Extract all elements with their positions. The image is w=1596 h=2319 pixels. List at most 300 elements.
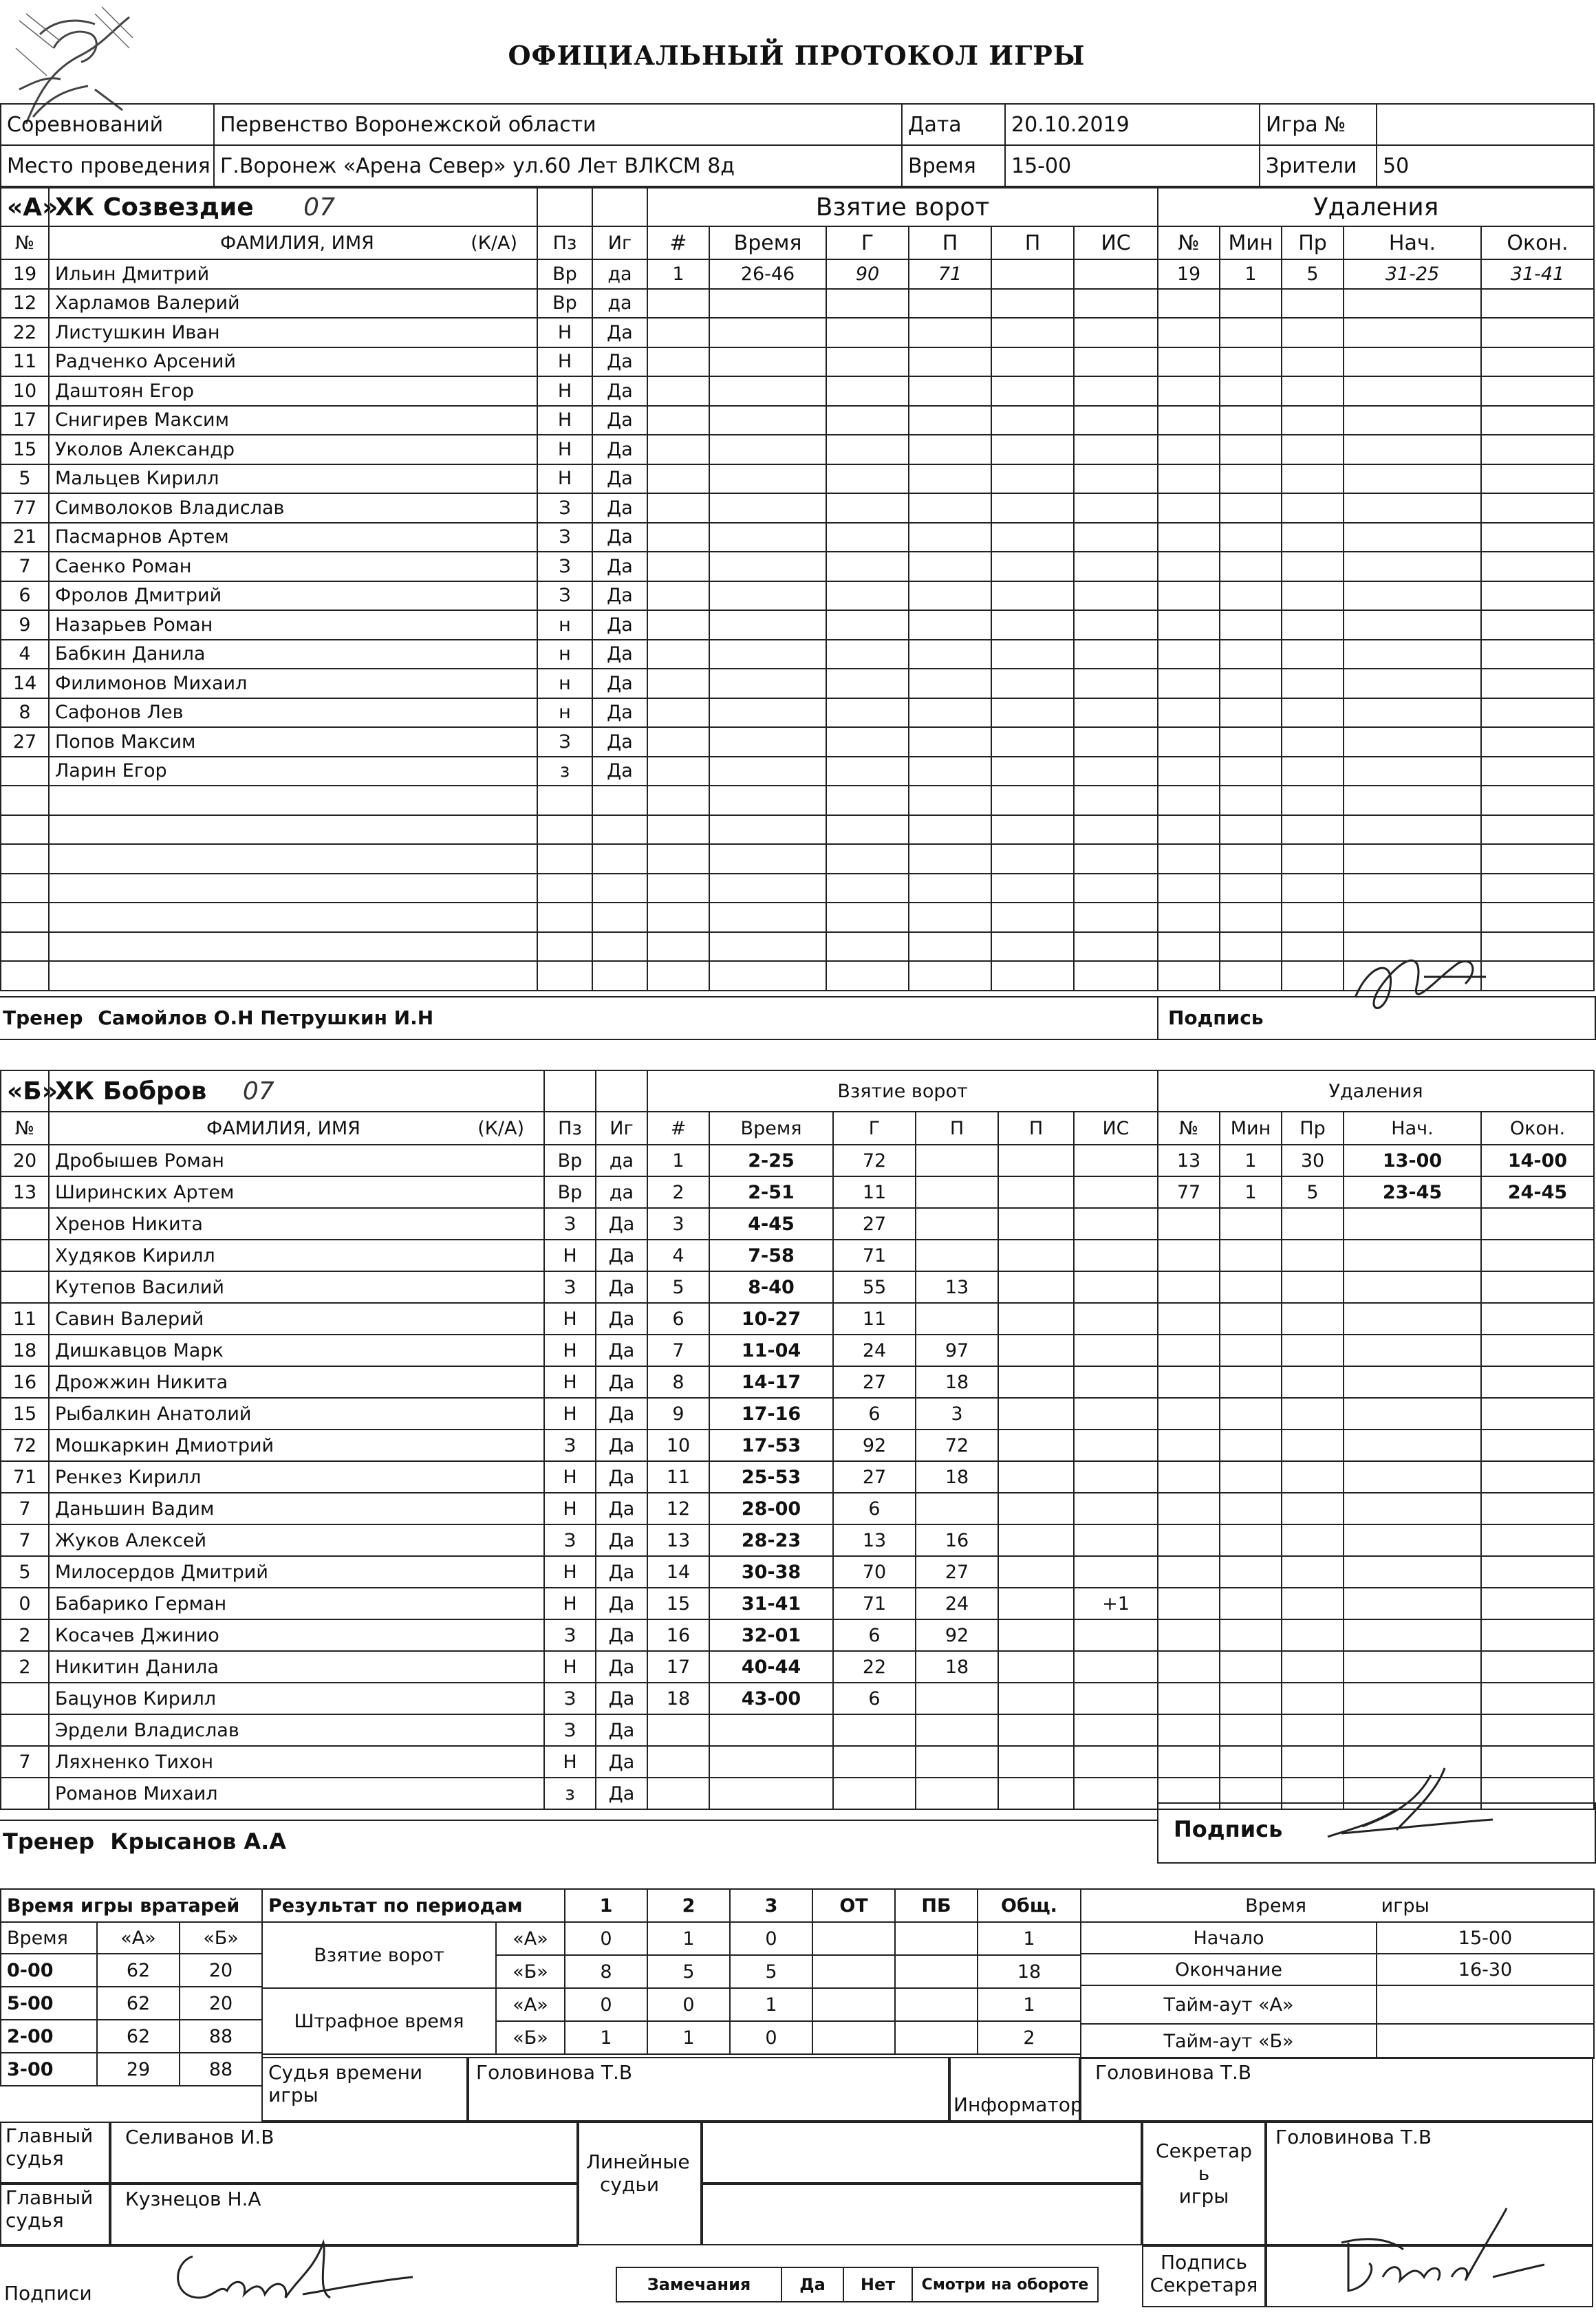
team-b-player-name: Косачев Джинио — [49, 1619, 544, 1651]
team-a-goal-g — [826, 961, 909, 991]
team-b-penalty-end — [1481, 1208, 1594, 1240]
team-b-goal-g: 6 — [833, 1619, 916, 1651]
team-a-player-name: Ильин Дмитрий — [49, 259, 537, 289]
team-b-penalty-min — [1220, 1714, 1282, 1746]
team-b-player-pos: З — [544, 1271, 596, 1303]
team-b-penalty-pr — [1282, 1524, 1344, 1556]
secretary-sign-label-1: Подпись — [1161, 2251, 1247, 2274]
period-penalty-b-value — [895, 2021, 978, 2054]
game-meta-table — [0, 103, 1595, 187]
team-b-penalty-min — [1220, 1556, 1282, 1588]
team-a-player-pos: Н — [537, 435, 592, 464]
team-a-penalty-pr — [1282, 347, 1344, 377]
team-b-goal-n: 1 — [647, 1145, 709, 1176]
team-a-signature — [1341, 936, 1493, 1032]
team-b-goal-p1 — [916, 1778, 998, 1809]
team-b-player-played: Да — [596, 1556, 647, 1588]
timeout-b-value — [1377, 2024, 1594, 2058]
informer-value: Головинова Т.В — [1095, 2061, 1252, 2084]
team-a-penalty-num — [1158, 698, 1220, 728]
team-b-player-pos: Н — [544, 1588, 596, 1619]
team-a-goal-is — [1074, 786, 1158, 815]
team-b-penalty-num — [1158, 1430, 1220, 1461]
team-a-goal-p1 — [909, 727, 991, 757]
team-a-penalty-start — [1344, 347, 1481, 377]
team-a-player-played: да — [592, 259, 647, 289]
period-col-total: Общ. — [978, 1889, 1081, 1922]
timeout-a-value — [1377, 1985, 1594, 2024]
team-a-player-played: да — [592, 289, 647, 319]
team-b-player-num — [1, 1683, 49, 1714]
informer-value-cell — [1080, 2057, 1593, 2122]
team-a-goals-title: Взятие ворот — [647, 188, 1158, 226]
team-b-goal-p1 — [916, 1303, 998, 1335]
team-a-sign-label: Подпись — [1168, 1006, 1264, 1029]
team-b-player-pos: Н — [544, 1461, 596, 1493]
team-a-goal-p2 — [991, 844, 1074, 874]
team-a-penalty-min — [1220, 903, 1282, 932]
team-a-penalty-row — [1158, 610, 1594, 640]
team-a-penalty-min — [1220, 406, 1282, 435]
team-a-goal-n — [647, 961, 709, 991]
team-a-goal-g — [826, 318, 909, 347]
goalie-a: 29 — [97, 2053, 180, 2086]
team-b-player-num — [1, 1714, 49, 1746]
team-b-penalty-start — [1344, 1651, 1481, 1683]
team-b-player-num: 7 — [1, 1746, 49, 1778]
team-a-goal-n — [647, 435, 709, 464]
team-a-goal-row — [647, 406, 1158, 435]
team-b-player-row — [1, 1778, 647, 1809]
team-b-penalty-min — [1220, 1619, 1282, 1651]
team-a-goal-row — [647, 669, 1158, 698]
pen-col-num: № — [1158, 1112, 1220, 1145]
team-b-goal-row — [647, 1430, 1158, 1461]
team-a-penalty-num — [1158, 669, 1220, 698]
team-a-player-name: Филимонов Михаил — [49, 669, 537, 698]
team-b-goal-row — [647, 1493, 1158, 1524]
team-a-goal-g — [826, 552, 909, 581]
team-a-goal-row — [647, 640, 1158, 669]
col-ka: (К/А) — [471, 232, 517, 254]
team-b-penalty-row — [1158, 1366, 1594, 1398]
team-a-player-name — [49, 961, 537, 991]
team-b-player-num: 7 — [1, 1493, 49, 1524]
team-a-penalty-start — [1344, 289, 1481, 319]
team-b-penalty-num — [1158, 1366, 1220, 1398]
team-b-penalty-num — [1158, 1683, 1220, 1714]
team-b-penalty-pr — [1282, 1493, 1344, 1524]
team-b-goal-row — [647, 1683, 1158, 1714]
goalie-b: 20 — [180, 1954, 262, 1987]
team-a-goal-is — [1074, 347, 1158, 377]
team-a-player-num — [1, 903, 49, 932]
period-goals-label: Взятие ворот — [262, 1922, 496, 1988]
team-b-player-played: Да — [596, 1493, 647, 1524]
team-b-goal-p2 — [998, 1430, 1074, 1461]
team-b-penalty-start — [1344, 1398, 1481, 1430]
team-b-penalty-row — [1158, 1208, 1594, 1240]
team-b-penalty-min — [1220, 1271, 1282, 1303]
team-b-penalty-num — [1158, 1493, 1220, 1524]
team-a-goal-n — [647, 786, 709, 815]
team-b-penalty-start — [1344, 1588, 1481, 1619]
team-a-goal-time — [709, 727, 826, 757]
team-a-goal-g — [826, 640, 909, 669]
team-b-goal-n: 8 — [647, 1366, 709, 1398]
chief1-value: Селиванов И.В — [125, 2126, 274, 2148]
team-a-penalty-row — [1158, 523, 1594, 552]
team-a-goal-p1 — [909, 289, 991, 319]
team-b-header-blank-1 — [544, 1070, 596, 1112]
team-b-penalty-start — [1344, 1556, 1481, 1588]
team-b-player-played: Да — [596, 1430, 647, 1461]
team-b-goal-g: 27 — [833, 1208, 916, 1240]
team-b-penalty-end — [1481, 1588, 1594, 1619]
team-b-goal-time — [709, 1746, 833, 1778]
team-a-goal-n — [647, 347, 709, 377]
team-a-player-num: 9 — [1, 610, 49, 640]
team-b-player-played: Да — [596, 1588, 647, 1619]
team-b-name-cell — [49, 1070, 544, 1112]
team-a-penalty-pr — [1282, 815, 1344, 845]
team-a-goal-g — [826, 786, 909, 815]
team-a-penalty-end — [1481, 464, 1594, 494]
team-b-goal-p2 — [998, 1714, 1074, 1746]
team-b-penalty-start: 23-45 — [1344, 1176, 1481, 1208]
team-a-player-num: 6 — [1, 581, 49, 611]
team-b-goal-is — [1074, 1398, 1158, 1430]
team-b-goal-n: 2 — [647, 1176, 709, 1208]
team-a-penalty-num — [1158, 318, 1220, 347]
team-b-goal-g — [833, 1746, 916, 1778]
team-a-goal-p1 — [909, 874, 991, 903]
team-b-coach-row — [0, 1820, 1157, 1862]
period-goals-b-value — [812, 1955, 895, 1988]
team-a-goal-p2 — [991, 347, 1074, 377]
team-b-player-name: Дрожжин Никита — [49, 1366, 544, 1398]
team-b-goal-g: 6 — [833, 1493, 916, 1524]
team-a-label: «А» — [1, 188, 49, 226]
team-a-goal-time — [709, 698, 826, 728]
team-a-penalty-min — [1220, 874, 1282, 903]
team-a-player-num — [1, 932, 49, 962]
team-a-penalty-start — [1344, 757, 1481, 786]
game-end-value: 16-30 — [1377, 1954, 1594, 1985]
team-a-penalty-num — [1158, 347, 1220, 377]
team-a-goal-p1 — [909, 523, 991, 552]
team-b-player-num: 15 — [1, 1398, 49, 1430]
team-b-goals-title: Взятие ворот — [647, 1070, 1158, 1112]
team-a-penalty-pr — [1282, 406, 1344, 435]
team-b-goal-is — [1074, 1493, 1158, 1524]
team-a-player-row — [1, 669, 647, 698]
team-b-player-pos: Н — [544, 1366, 596, 1398]
team-b-player-row — [1, 1335, 647, 1366]
team-b-goal-p2 — [998, 1335, 1074, 1366]
period-penalty-a-value — [895, 1988, 978, 2021]
team-b-penalty-pr — [1282, 1271, 1344, 1303]
team-b-player-name: Бацунов Кирилл — [49, 1683, 544, 1714]
team-a-player-name — [49, 932, 537, 962]
team-a-goal-n — [647, 523, 709, 552]
team-a-penalty-row — [1158, 581, 1594, 611]
team-b-penalty-min — [1220, 1461, 1282, 1493]
team-a-player-pos: Вр — [537, 259, 592, 289]
team-a-goal-n — [647, 815, 709, 845]
team-a-goal-time — [709, 464, 826, 494]
team-b-player-pos: Вр — [544, 1145, 596, 1176]
col-pos: Пз — [544, 1112, 596, 1145]
team-a-player-pos — [537, 874, 592, 903]
team-a-player-played — [592, 874, 647, 903]
team-b-player-name: Ляхненко Тихон — [49, 1746, 544, 1778]
goalie-time: 5-00 — [1, 1987, 97, 2020]
period-goals-a-value: 1 — [647, 1922, 730, 1955]
team-a-player-row — [1, 757, 647, 786]
team-b-goal-p2 — [998, 1588, 1074, 1619]
team-b-goal-p2 — [998, 1208, 1074, 1240]
team-b-goal-p2 — [998, 1461, 1074, 1493]
team-b-goal-g: 70 — [833, 1556, 916, 1588]
period-penalty-a-value: 0 — [565, 1988, 647, 2021]
team-b-header-blank-2 — [596, 1070, 647, 1112]
team-b-penalty-start — [1344, 1271, 1481, 1303]
period-penalty-label: Штрафное время — [262, 1988, 496, 2054]
team-a-penalty-min — [1220, 581, 1282, 611]
team-a-penalty-num — [1158, 464, 1220, 494]
team-b-penalty-min — [1220, 1366, 1282, 1398]
team-b-goal-p1: 24 — [916, 1588, 998, 1619]
team-a-goal-p1 — [909, 318, 991, 347]
team-a-goal-is — [1074, 610, 1158, 640]
team-b-penalty-min — [1220, 1524, 1282, 1556]
team-b-player-row — [1, 1176, 647, 1208]
team-b-goal-is — [1074, 1461, 1158, 1493]
team-a-goal-row — [647, 932, 1158, 962]
team-b-player-name: Даньшин Вадим — [49, 1493, 544, 1524]
team-a-goal-g: 90 — [826, 259, 909, 289]
team-a-penalty-pr — [1282, 874, 1344, 903]
goalie-time-row — [1, 1954, 262, 1987]
team-a-player-pos: З — [537, 552, 592, 581]
team-a-goal-g — [826, 376, 909, 406]
team-a-goal-time — [709, 961, 826, 991]
team-b-goal-is — [1074, 1651, 1158, 1683]
chief2-label-2: судья — [6, 2209, 64, 2232]
secretary-value: Головинова Т.В — [1275, 2126, 1432, 2148]
period-results-table — [261, 1888, 1081, 2055]
goalie-b: 88 — [180, 2053, 262, 2086]
col-name-cell — [49, 1112, 544, 1145]
team-b-player-pos: Н — [544, 1335, 596, 1366]
team-b-goal-p1: 72 — [916, 1430, 998, 1461]
team-b-player-row — [1, 1208, 647, 1240]
team-a-goal-p1 — [909, 669, 991, 698]
team-b-player-name: Милосердов Дмитрий — [49, 1556, 544, 1588]
team-a-player-name — [49, 903, 537, 932]
team-b-goal-n: 12 — [647, 1493, 709, 1524]
team-b-penalty-pr — [1282, 1651, 1344, 1683]
team-a-goal-time — [709, 376, 826, 406]
game-time-title-1: Время — [1245, 1895, 1307, 1917]
team-b-penalty-start — [1344, 1619, 1481, 1651]
team-b-goal-g: 55 — [833, 1271, 916, 1303]
team-b-penalty-start — [1344, 1208, 1481, 1240]
team-b-penalty-end: 14-00 — [1481, 1145, 1594, 1176]
pen-col-pr: Пр — [1282, 226, 1344, 259]
team-a-penalty-pr — [1282, 464, 1344, 494]
team-a-player-num: 15 — [1, 435, 49, 464]
team-b-goal-time: 31-41 — [709, 1588, 833, 1619]
team-a-penalty-start — [1344, 786, 1481, 815]
col-num: № — [1, 1112, 49, 1145]
team-a-penalty-num — [1158, 610, 1220, 640]
team-a-penalty-start — [1344, 727, 1481, 757]
date-label: Дата — [902, 104, 1005, 145]
team-a-player-row — [1, 376, 647, 406]
team-a-penalty-start — [1344, 552, 1481, 581]
team-a-goal-n — [647, 698, 709, 728]
team-a-player-pos — [537, 903, 592, 932]
team-a-player-played: Да — [592, 640, 647, 669]
team-b-penalty-start — [1344, 1524, 1481, 1556]
team-a-player-num: 10 — [1, 376, 49, 406]
team-a-penalty-end — [1481, 376, 1594, 406]
team-b-goal-g — [833, 1714, 916, 1746]
team-a-goal-p2 — [991, 757, 1074, 786]
team-a-player-name: Ларин Егор — [49, 757, 537, 786]
team-b-player-row — [1, 1366, 647, 1398]
team-b-player-pos: Н — [544, 1651, 596, 1683]
team-b-player-name: Кутепов Василий — [49, 1271, 544, 1303]
team-b-goal-time — [709, 1778, 833, 1809]
team-a-penalty-row — [1158, 903, 1594, 932]
period-team-a: «А» — [496, 1922, 565, 1955]
team-b-coach-label: Тренер — [3, 1829, 95, 1855]
team-a-player-row — [1, 289, 647, 319]
team-a-player-pos: н — [537, 698, 592, 728]
team-a-goal-p2 — [991, 640, 1074, 669]
team-a-goal-p2 — [991, 698, 1074, 728]
team-a-player-played: Да — [592, 406, 647, 435]
team-b-player-name: Эрдели Владислав — [49, 1714, 544, 1746]
team-a-goal-p1 — [909, 552, 991, 581]
team-b-penalty-end — [1481, 1398, 1594, 1430]
remarks-see-back: Смотри на обороте — [912, 2267, 1098, 2302]
team-a-goal-p1 — [909, 757, 991, 786]
team-a-penalties-table — [1157, 187, 1595, 991]
team-a-player-num: 4 — [1, 640, 49, 669]
team-a-player-name — [49, 874, 537, 903]
team-a-goal-is — [1074, 435, 1158, 464]
team-a-player-row — [1, 698, 647, 728]
col-played: Иг — [596, 1112, 647, 1145]
team-a-player-row — [1, 259, 647, 289]
team-b-goal-p1 — [916, 1493, 998, 1524]
period-penalty-a-value: 1 — [978, 1988, 1081, 2021]
team-a-goal-g — [826, 464, 909, 494]
team-a-goal-row — [647, 289, 1158, 319]
goalie-time: 0-00 — [1, 1954, 97, 1987]
team-a-player-played — [592, 932, 647, 962]
team-a-player-num: 14 — [1, 669, 49, 698]
team-b-label: «Б» — [1, 1070, 49, 1112]
team-a-player-name: Фролов Дмитрий — [49, 581, 537, 611]
team-b-goal-n: 14 — [647, 1556, 709, 1588]
team-b-goal-p2 — [998, 1303, 1074, 1335]
team-b-goal-is — [1074, 1683, 1158, 1714]
team-b-goal-time: 14-17 — [709, 1366, 833, 1398]
team-a-penalty-row — [1158, 552, 1594, 581]
team-a-player-name: Мальцев Кирилл — [49, 464, 537, 494]
team-b-goal-p2 — [998, 1651, 1074, 1683]
team-a-player-row — [1, 610, 647, 640]
team-a-goal-is — [1074, 493, 1158, 523]
team-b-penalty-row — [1158, 1619, 1594, 1651]
team-a-goals-table — [647, 187, 1158, 991]
team-a-player-played: Да — [592, 757, 647, 786]
game-number-label: Игра № — [1260, 104, 1377, 145]
team-a-player-pos: З — [537, 727, 592, 757]
team-b-penalty-end — [1481, 1303, 1594, 1335]
team-b-penalty-row — [1158, 1588, 1594, 1619]
team-a-player-pos — [537, 961, 592, 991]
secretary-label-3: игры — [1178, 2185, 1229, 2208]
period-penalty-b-value: 1 — [647, 2021, 730, 2054]
team-b-goal-time: 28-23 — [709, 1524, 833, 1556]
team-a-goal-row — [647, 961, 1158, 991]
team-a-goal-is — [1074, 903, 1158, 932]
team-a-coach-row — [0, 996, 1157, 1040]
remarks-label: Замечания — [616, 2267, 781, 2302]
team-a-penalty-row — [1158, 874, 1594, 903]
team-b-goal-is — [1074, 1303, 1158, 1335]
team-b-penalty-pr — [1282, 1556, 1344, 1588]
team-a-goal-is — [1074, 844, 1158, 874]
team-b-goal-row — [647, 1398, 1158, 1430]
team-b-player-pos: Н — [544, 1303, 596, 1335]
team-a-player-name: Даштоян Егор — [49, 376, 537, 406]
team-a-goal-time — [709, 318, 826, 347]
team-a-penalty-num — [1158, 376, 1220, 406]
team-b-penalty-min — [1220, 1746, 1282, 1778]
goal-col-time: Время — [709, 1112, 833, 1145]
team-a-goal-n — [647, 640, 709, 669]
team-b-player-pos: З — [544, 1430, 596, 1461]
team-a-header-blank-2 — [592, 188, 647, 226]
team-a-player-played: Да — [592, 318, 647, 347]
team-b-penalty-pr: 5 — [1282, 1176, 1344, 1208]
timekeeper-label-1: Судья времени — [268, 2061, 423, 2084]
team-b-penalty-pr — [1282, 1714, 1344, 1746]
team-a-player-name: Попов Максим — [49, 727, 537, 757]
team-a-penalty-row — [1158, 727, 1594, 757]
team-a-goal-p2 — [991, 815, 1074, 845]
team-b-goal-g — [833, 1778, 916, 1809]
team-a-penalty-start — [1344, 815, 1481, 845]
team-a-goal-row — [647, 259, 1158, 289]
team-b-penalty-pr — [1282, 1398, 1344, 1430]
team-a-penalty-num — [1158, 406, 1220, 435]
team-b-goal-row — [647, 1240, 1158, 1271]
team-a-goal-n: 1 — [647, 259, 709, 289]
period-goals-a-value: 0 — [565, 1922, 647, 1955]
team-a-penalty-start — [1344, 903, 1481, 932]
team-a-goal-n — [647, 669, 709, 698]
team-a-goal-row — [647, 727, 1158, 757]
team-b-goal-is — [1074, 1145, 1158, 1176]
